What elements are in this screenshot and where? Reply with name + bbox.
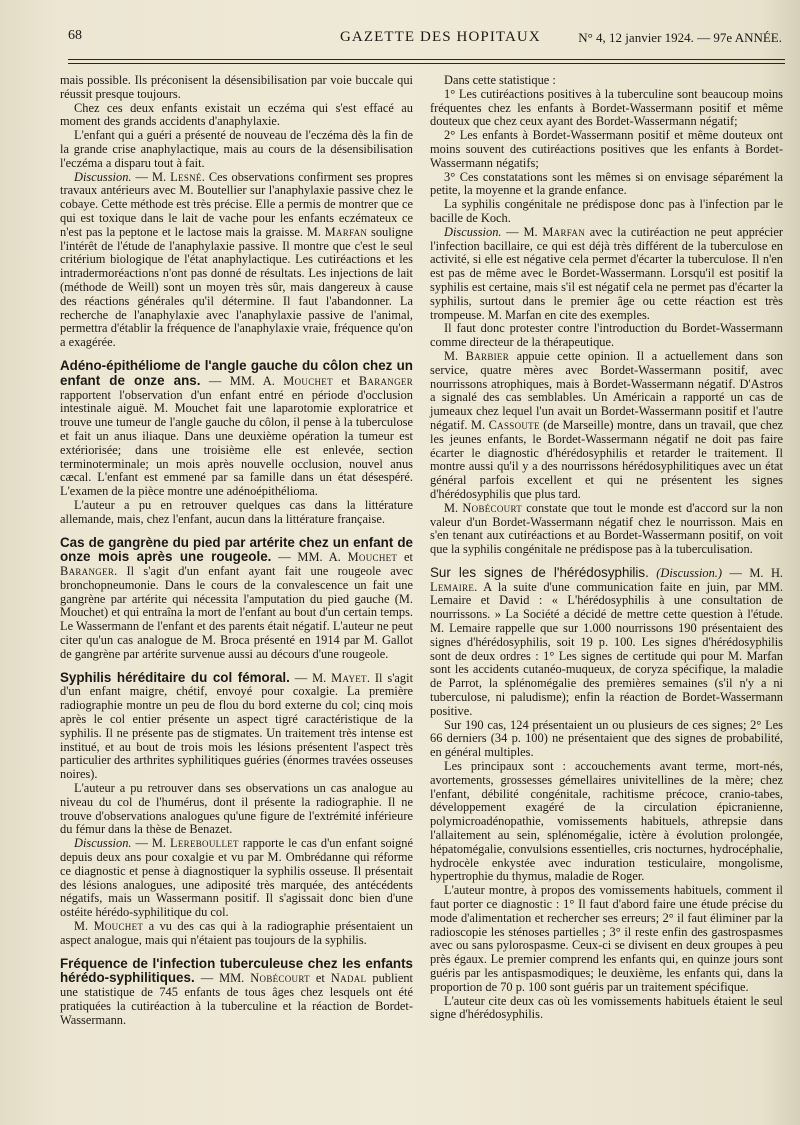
discussion-paragraph: Discussion. — M. Lereboullet rapporte le cas d'un enfant soigné depuis deux ans pour coxalgie et vu par M. Ombrédanne qui réforme ce diagnostic et pense à diagnostiquer la syphilis osseuse. Il présentait des lésions analogues, une adiposité très marquée, des antécédents négatifs, mais un Wassermann positif. Il s'agissait donc bien d'une ostéite hérédo-syphilitique du col.	[60, 836, 413, 920]
author-name: Mouchet	[347, 550, 398, 565]
paragraph: mais possible. Ils préconisent la désensibilisation par voie buccale qui réussit presque toujours.	[60, 73, 413, 101]
section-title: Fréquence de l'infection tuberculeuse chez les enfants hérédo-syphilitiques.	[60, 955, 413, 986]
paragraph: L'enfant qui a guéri a présenté de nouveau de l'eczéma dès la fin de la grande crise anaphylactique, mais au cours de la désensibilisation l'eczéma a disparu tout à fait.	[60, 128, 413, 170]
paragraph: Chez ces deux enfants existait un eczéma qui s'est effacé au moment des grands accidents d'anaphylaxie.	[60, 100, 413, 129]
paragraph: 1° Les cutiréactions positives à la tuberculine sont beaucoup moins fréquentes chez les enfants à Bordet-Wassermann positif et même douteux que chez ceux ayant des Bordet-Wassermann négatif;	[430, 86, 783, 129]
author-name: Marfan	[542, 224, 586, 239]
section-title: Cas de gangrène du pied par artérite chez un enfant de onze mois après une rougeole.	[60, 534, 413, 565]
header-rule-thin	[68, 63, 785, 64]
author-name: Mayet	[331, 670, 367, 685]
discussion-label: Discussion.	[444, 224, 502, 239]
author-name: Lemaire	[430, 579, 475, 594]
author-name: Marfan	[324, 224, 368, 239]
discussion-label: Discussion.	[74, 169, 132, 184]
author-name: Lereboullet	[169, 836, 239, 851]
author-name: Mouchet	[93, 919, 144, 934]
paragraph: Les principaux sont : accouchements avant terme, mort-nés, avortements, grossesses gémellaires univitellines de la mère; chez l'enfant, débilité congénitale, rachitisme précoce, cranio-tabes, développement exagéré de la circulation épicranienne, polymicroadénopathie, vomissements habituels, athrepsie dans l'allaitement au sein, splénomégalie, ictère à évolution prolongée, hépatomégalie, convulsions essentielles, cris nocturnes, hydrocéphalie, hydrocèle enkystée avec induration testiculaire, mongolisme, hypertrophie du thymus, maladie de Roger.	[430, 759, 783, 884]
author-name: Baranger	[60, 564, 115, 579]
discussion-label: (Discussion.)	[656, 565, 723, 580]
discussion-paragraph: Discussion. — M. Lesné. Ces observations confirment ses propres travaux antérieurs avec M. Boutellier sur l'anaphylaxie passive chez le cobaye. Cette méthode est très précise. Elle a permis de montrer que ce qui est toxique dans le lait de vache pour les enfants eczémateux ce n'est pas la peptone et le lactose mais la graisse. M. Marfan souligne l'intérêt de l'étude de l'anaphylaxie passive. Il montre que c'est le seul critérium biologique de l'état anaphylactique. Les cutiréactions et les intradermoréactions n'ont pas donné de résultats. Les injections de lait (méthode de Weill) sont un moyen très sûr, mais dangereux à cause des réactions générales qu'il détermine. Il faut l'abandonner. La recherche de l'anaphylaxie avec l'anaphylaxie passive de l'animal, permettra d'établir la fréquence de l'anaphylaxie vraie, fréquence qu'on a exagérée.	[60, 169, 413, 350]
paragraph: Dans cette statistique :	[444, 73, 556, 87]
author-name: Barbier	[465, 348, 510, 363]
section-gangrene: Cas de gangrène du pied par artérite chez un enfant de onze mois après une rougeole. — MM. A. Mouchet et Baranger. Il s'agit d'un enfant ayant fait une rougeole avec bronchopneumonie. Dans le cours de la convalescence un fait une gangrène par artérite qui nécessita l'amputation du pied gauche (M. Mouchet) et qui entraîna la mort de l'enfant au bout d'un certain temps. Le Wassermann de l'enfant et des parents était négatif. L'auteur ne peut citer qu'un cas analogue de M. Broca présenté en 1914 par M. Gallot de gangrène par artérite survenue aussi au décours d'une rougeole.	[60, 534, 413, 661]
paragraph: 3° Ces constatations sont les mêmes si on envisage séparément la petite, la moyenne et la grande enfance.	[430, 169, 783, 198]
paragraph: M. Barbier appuie cette opinion. Il a actuellement dans son service, quatre mères avec Bordet-Wassermann positif, avec nourrissons atrophiques, mais à Bordet-Wassermann négatif. D'Astros a signalé des cas semblables. Un Américain a rapporté un cas de jumeaux chez lequel l'un avait un Bordet-Wassermann positif et l'autre négatif. M. Cassoute (de Marseille) montre, dans un travail, que chez les jeunes enfants, le Bordet-Wassermann négatif ne doit pas faire écarter le diagnostic d'hérédosyphilis et retarder le traitement. Il montre aussi qu'il y a des nourrissons hérédosyphilitiques avec un état général parfois excellent et qui ne présentent les signes d'hérédosyphilis que plus tard.	[430, 348, 784, 501]
author-name: Baranger	[358, 373, 413, 388]
section-title: Sur les signes de l'hérédosyphilis.	[430, 564, 649, 580]
paragraph: M. Mouchet a vu des cas qui à la radiographie présentaient un aspect analogue, mais qui n'étaient pas toujours de la syphilis.	[60, 919, 413, 947]
running-header	[68, 28, 786, 50]
paragraph: Il faut donc protester contre l'introduction du Bordet-Wassermann comme directeur de la thérapeutique.	[430, 321, 783, 350]
left-column	[60, 74, 413, 1028]
page-number: 68	[68, 28, 82, 43]
author-name: Nobécourt	[250, 971, 310, 986]
section-title: Adéno-épithéliome de l'angle gauche du côlon chez un enfant de onze ans.	[60, 357, 413, 388]
author-name: Mouchet	[283, 373, 333, 388]
section-title: Syphilis héréditaire du col fémoral.	[60, 669, 290, 685]
discussion-label: Discussion.	[74, 836, 132, 851]
paragraph: 2° Les enfants à Bordet-Wassermann positif et même douteux ont moins souvent des cutiréactions positives que les enfants à Bordet-Wassermann négatifs;	[430, 128, 783, 170]
paragraph: M. Nobécourt constate que tout le monde est d'accord sur la non valeur d'un Bordet-Wassermann négatif chez le nourrisson. Mais en s'en tenant aux cutiréactions et au Bordet-Wassermann positif, on voit que la syphilis congénitale ne prédispose pas à la tuberculisation.	[430, 500, 783, 557]
paragraph: Sur 190 cas, 124 présentaient un ou plusieurs de ces signes; 2° Les 66 derniers (34 p. 100) ne présentaient que des signes de probabilité, en général multiples.	[430, 717, 783, 760]
journal-title: GAZETTE DES HOPITAUX	[340, 29, 541, 45]
section-syphilis-col-femoral: Syphilis héréditaire du col fémoral. — M. Mayet. Il s'agit d'un enfant maigre, chétif, envoyé pour coxalgie. La première radiographie montre un peu de flou du bord externe du col; cinq mois après le col entier présente un aspect tigré caractéristique de la syphilis. Il ne présente pas de stigmates. Un traitement très intense est institué, et au bout de trois mois les lésions présentent l'aspect très particulier des arthrites syphilitiques guéries (énormes travées osseuses noires).	[60, 669, 414, 782]
issue-info: N° 4, 12 janvier 1924. — 97e ANNÉE.	[578, 30, 782, 45]
header-rule-thick	[68, 59, 785, 60]
paragraph: L'auteur cite deux cas où les vomissements habituels étaient le seul signe d'hérédosyphilis.	[430, 993, 783, 1022]
author-name: Lesné	[170, 169, 202, 184]
paragraph: L'auteur a pu en retrouver quelques cas dans la littérature allemande, mais, chez l'enfant, aucun dans la littérature française.	[60, 497, 413, 526]
author-name: Nobécourt	[462, 500, 523, 515]
section-adeno-epitheliome: Adéno-épithéliome de l'angle gauche du côlon chez un enfant de onze ans. — MM. A. Mouchet et Baranger rapportent l'observation d'un enfant entré en période d'occlusion intestinale aiguë. M. Mouchet fait une laparotomie exploratrice et trouve une tumeur de l'angle gauche du côlon, il pense à la tuberculose et fait un anus iliaque. Dans une deuxième opération la tumeur est extériorisée; dans une troisième elle est enlevée, section terminoterminale; un mois après nouvelle occlusion, nouvel anus cæcal. L'enfant est emmené par sa famille dans un état désespéré. L'examen de la pièce montre une adénoépithélioma.	[60, 357, 413, 499]
author-name: Cassoute	[488, 417, 540, 432]
paragraph: L'auteur a pu retrouver dans ses observations un cas analogue au niveau du col de l'humérus, dont il présente la radiographie. Il ne trouve d'observations analogues qu'une figure de l'extrémité inférieure du fémur dans la thèse de Benazet.	[60, 781, 413, 837]
paragraph: L'auteur montre, à propos des vomissements habituels, comment il faut porter ce diagnostic : 1° Il faut d'abord faire une étude précise du mode d'alimentation et rechercher ses erreurs; 2° il faut éliminer par la radioscopie les sténoses partielles ; 3° il reste enfin des gastrospasmes avec ou sans pylorospasme. Ceux-ci se divisent en deux groupes à peu près égaux. Le premier comprend les enfants qui, en quinze jours sont guéris par les antispasmodiques; le deuxième, les enfants qui, dans la proportion de 70 p. 100 sont guéris par un traitement spécifique.	[430, 883, 783, 994]
right-column	[430, 74, 783, 1022]
paragraph: La syphilis congénitale ne prédispose donc pas à l'infection par le bacille de Koch.	[430, 197, 783, 225]
section-frequence-infection: Fréquence de l'infection tuberculeuse chez les enfants hérédo-syphilitiques. — MM. Nobécourt et Nadal publient une statistique de 745 enfants de tous âges chez lesquels ont été pratiquées la cutiréaction à la tuberculine et la réaction de Bordet-Wassermann.	[60, 955, 413, 1027]
discussion-paragraph: Discussion. — M. Marfan avec la cutiréaction ne peut apprécier l'infection bacillaire, ce qui est déjà très différent de la tuberculose en activité, si elle est négative cela permet d'écarter la tuberculose. Il n'en est pas de même avec le Bordet-Wassermann. Lorsqu'il est positif la syphilis est certaine, mais s'il est négatif cela ne permet pas d'écarter la syphilis, surtout dans le premier âge ou cette réaction est très trompeuse. M. Marfan en cite des exemples.	[430, 224, 783, 322]
section-signes-heredosyphilis: Sur les signes de l'hérédosyphilis. (Discussion.) — M. H. Lemaire. A la suite d'une communication faite en juin, par MM. Lemaire et David : « L'hérédosyphilis à une consultation de nourrissons. » La Société a décidé de mettre cette question à l'étude. M. Lemaire rappelle que sur 1.000 nourrissons 190 présentaient des signes d'hérédosyphilis, soit 19 p. 100. Les signes d'hérédosyphilis sont de deux ordres : 1° Les signes de certitude qui pour M. Marfan sont les accidents cutanéo-muqueux, de coryza spécifique, la maladie de Parrot, la splénomégalie des premières semaines (s'il n'y a ni tuberculose, ni paludisme); enfin la réaction de Bordet-Wassermann positive.	[430, 564, 783, 718]
author-name: Nadal	[330, 971, 367, 986]
